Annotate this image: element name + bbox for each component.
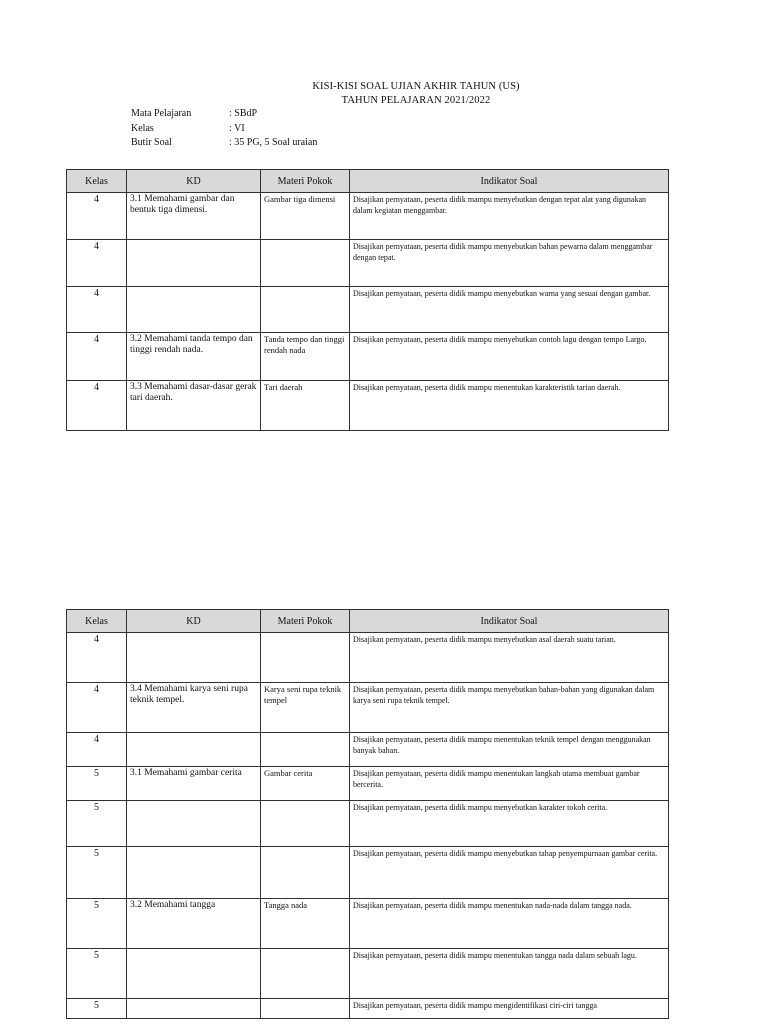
cell-materi-pokok: Karya seni rupa teknik tempel bbox=[261, 683, 350, 733]
header-kelas: Kelas bbox=[67, 170, 127, 193]
cell-indikator-soal: Disajikan pernyataan, peserta didik mampu menyebutkan warna yang sesuai dengan gambar. bbox=[350, 287, 669, 333]
table-row bbox=[67, 240, 669, 287]
table-row bbox=[67, 733, 669, 767]
table-header-row bbox=[67, 610, 669, 633]
header-kelas: Kelas bbox=[67, 610, 127, 633]
cell-materi-pokok bbox=[261, 633, 350, 683]
meta-label: Butir Soal bbox=[131, 137, 172, 148]
cell-kd bbox=[127, 733, 261, 767]
cell-materi-pokok bbox=[261, 240, 350, 287]
meta-value: : SBdP bbox=[229, 108, 258, 119]
header-kd: KD bbox=[127, 610, 261, 633]
cell-indikator-soal: Disajikan pernyataan, peserta didik mampu menentukan teknik tempel dengan menggunakan banyak bahan. bbox=[350, 733, 669, 767]
meta-value: : 35 PG, 5 Soal uraian bbox=[229, 137, 318, 148]
cell-kd bbox=[127, 801, 261, 847]
cell-kd bbox=[127, 287, 261, 333]
cell-kelas: 4 bbox=[67, 381, 127, 431]
cell-kelas: 4 bbox=[67, 733, 127, 767]
cell-indikator-soal: Disajikan pernyataan, peserta didik mampu menentukan nada-nada dalam tangga nada. bbox=[350, 899, 669, 949]
cell-materi-pokok: Gambar tiga dimensi bbox=[261, 193, 350, 240]
cell-materi-pokok bbox=[261, 287, 350, 333]
cell-kd bbox=[127, 240, 261, 287]
cell-materi-pokok: Gambar cerita bbox=[261, 767, 350, 801]
cell-kd: 3.4 Memahami karya seni rupa teknik tempel. bbox=[127, 683, 261, 733]
header-materi-pokok: Materi Pokok bbox=[261, 170, 350, 193]
cell-indikator-soal: Disajikan pernyataan, peserta didik mampu menentukan langkah utama membuat gambar bercerita. bbox=[350, 767, 669, 801]
header-indikator-soal: Indikator Soal bbox=[350, 610, 669, 633]
cell-indikator-soal: Disajikan pernyataan, peserta didik mampu menyebutkan dengan tepat alat yang digunakan dalam kegiatan menggambar. bbox=[350, 193, 669, 240]
cell-kd: 3.1 Memahami gambar cerita bbox=[127, 767, 261, 801]
meta-label: Kelas bbox=[131, 122, 154, 134]
cell-materi-pokok bbox=[261, 999, 350, 1019]
cell-materi-pokok bbox=[261, 801, 350, 847]
table-row bbox=[67, 801, 669, 847]
header-materi-pokok: Materi Pokok bbox=[261, 610, 350, 633]
cell-kelas: 5 bbox=[67, 999, 127, 1019]
meta-value: : VI bbox=[229, 122, 245, 134]
cell-kd: 3.3 Memahami dasar-dasar gerak tari daerah. bbox=[127, 381, 261, 431]
cell-indikator-soal: Disajikan pernyataan, peserta didik mampu menyebutkan asal daerah suatu tarian. bbox=[350, 633, 669, 683]
cell-kelas: 4 bbox=[67, 240, 127, 287]
cell-indikator-soal: Disajikan pernyataan, peserta didik mampu menyebutkan karakter tokoh cerita. bbox=[350, 801, 669, 847]
cell-kd: 3.1 Memahami gambar dan bentuk tiga dimensi. bbox=[127, 193, 261, 240]
document-subtitle: TAHUN PELAJARAN 2021/2022 bbox=[341, 95, 491, 106]
cell-indikator-soal: Disajikan pernyataan, peserta didik mampu menyebutkan contoh lagu dengan tempo Largo. bbox=[350, 333, 669, 381]
cell-kd bbox=[127, 949, 261, 999]
cell-kelas: 5 bbox=[67, 899, 127, 949]
cell-kelas: 4 bbox=[67, 683, 127, 733]
cell-kelas: 5 bbox=[67, 801, 127, 847]
header-indikator-soal: Indikator Soal bbox=[350, 170, 669, 193]
kisi-table-1 bbox=[66, 169, 669, 431]
cell-materi-pokok: Tari daerah bbox=[261, 381, 350, 431]
meta-row-subject bbox=[131, 107, 317, 122]
cell-kelas: 4 bbox=[67, 193, 127, 240]
header-kd: KD bbox=[127, 170, 261, 193]
cell-kelas: 4 bbox=[67, 287, 127, 333]
cell-materi-pokok bbox=[261, 847, 350, 899]
cell-materi-pokok bbox=[261, 733, 350, 767]
cell-kelas: 5 bbox=[67, 949, 127, 999]
cell-kelas: 5 bbox=[67, 847, 127, 899]
document-title: KISI-KISI SOAL UJIAN AKHIR TAHUN (US) bbox=[312, 81, 520, 92]
cell-kelas: 5 bbox=[67, 767, 127, 801]
meta-label: Mata Pelajaran bbox=[131, 108, 192, 119]
cell-materi-pokok: Tanda tempo dan tinggi rendah nada bbox=[261, 333, 350, 381]
table-row bbox=[67, 683, 669, 733]
cell-materi-pokok: Tangga nada bbox=[261, 899, 350, 949]
table-header-row bbox=[67, 170, 669, 193]
cell-kelas: 4 bbox=[67, 333, 127, 381]
cell-kd bbox=[127, 633, 261, 683]
meta-row-items bbox=[131, 136, 317, 151]
cell-materi-pokok bbox=[261, 949, 350, 999]
table-row bbox=[67, 999, 669, 1019]
cell-indikator-soal: Disajikan pernyataan, peserta didik mampu menyebutkan tahap penyempurnaan gambar cerita. bbox=[350, 847, 669, 899]
cell-indikator-soal: Disajikan pernyataan, peserta didik mampu menentukan tangga nada dalam sebuah lagu. bbox=[350, 949, 669, 999]
cell-indikator-soal: Disajikan pernyataan, peserta didik mampu menyebutkan bahan pewarna dalam menggambar dengan tepat. bbox=[350, 240, 669, 287]
meta-row-class bbox=[131, 122, 317, 137]
document-meta bbox=[131, 107, 317, 151]
table-row bbox=[67, 899, 669, 949]
cell-kd bbox=[127, 847, 261, 899]
table-row bbox=[67, 949, 669, 999]
cell-indikator-soal: Disajikan pernyataan, peserta didik mampu mengidentifikasi ciri-ciri tangga bbox=[350, 999, 669, 1019]
table-row bbox=[67, 633, 669, 683]
table-row bbox=[67, 767, 669, 801]
table-row bbox=[67, 287, 669, 333]
cell-indikator-soal: Disajikan pernyataan, peserta didik mampu menentukan karakteristik tarian daerah. bbox=[350, 381, 669, 431]
table-row bbox=[67, 847, 669, 899]
cell-kd: 3.2 Memahami tanda tempo dan tinggi rendah nada. bbox=[127, 333, 261, 381]
cell-kd: 3.2 Memahami tangga bbox=[127, 899, 261, 949]
cell-kd bbox=[127, 999, 261, 1019]
cell-kelas: 4 bbox=[67, 633, 127, 683]
table-row bbox=[67, 193, 669, 240]
cell-indikator-soal: Disajikan pernyataan, peserta didik mampu menyebutkan bahan-bahan yang digunakan dalam karya seni rupa teknik tempel. bbox=[350, 683, 669, 733]
table-row bbox=[67, 333, 669, 381]
table-row bbox=[67, 381, 669, 431]
kisi-table-2 bbox=[66, 609, 669, 1019]
